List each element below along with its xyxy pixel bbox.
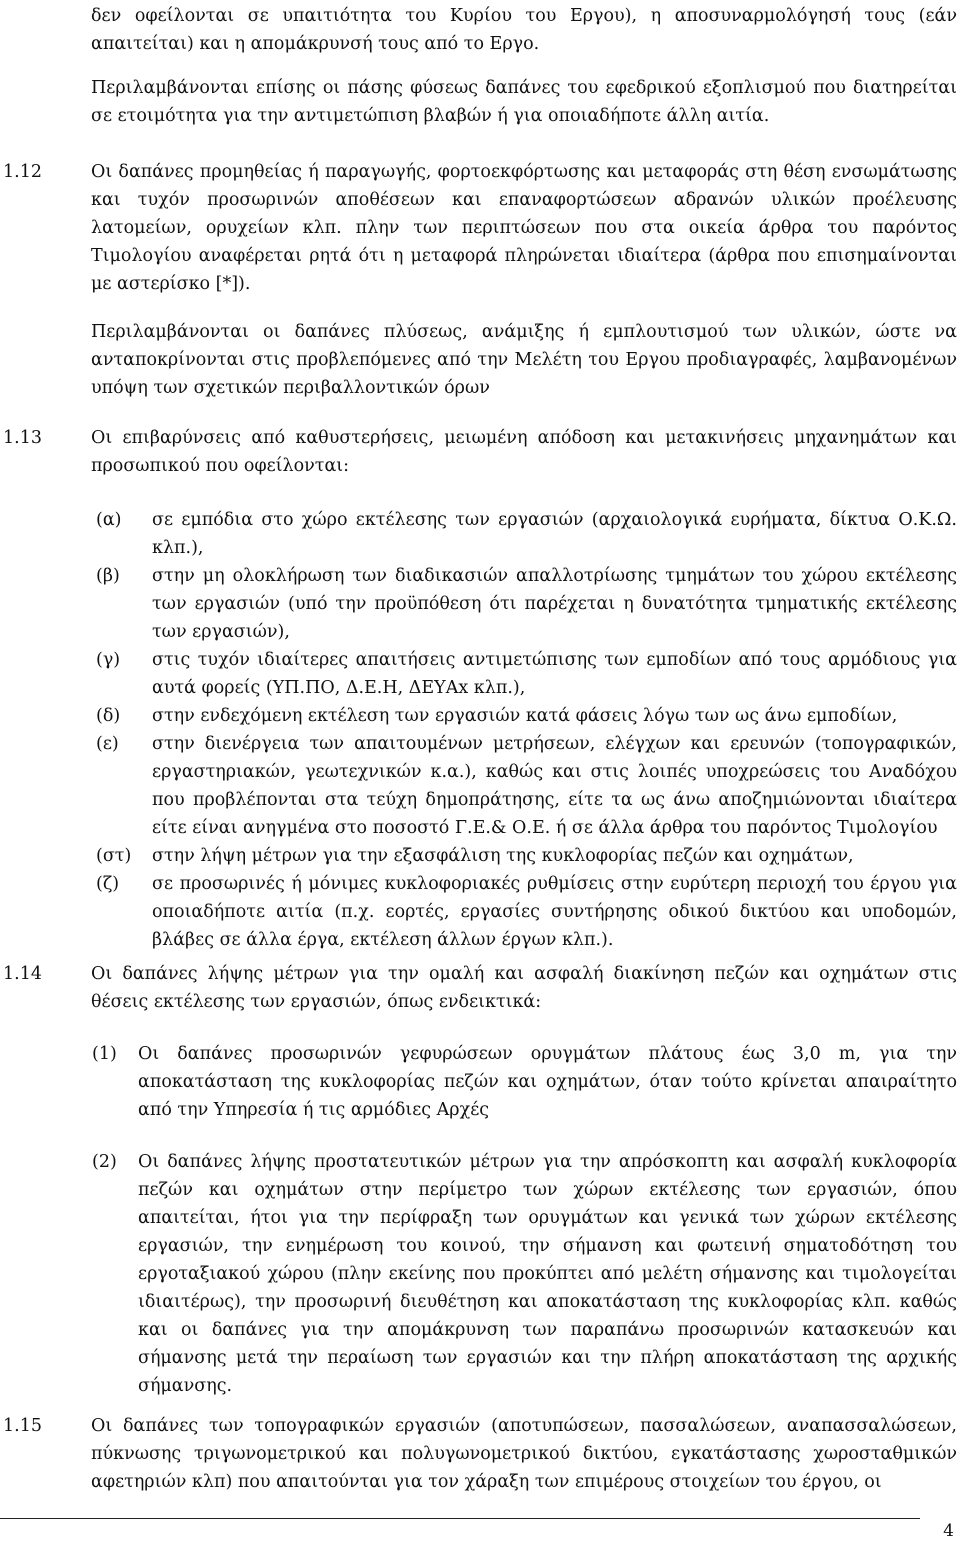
list-item-label: (α): [96, 510, 122, 530]
section-number-1-12: 1.12: [3, 162, 42, 182]
list-item-text: στην ενδεχόμενη εκτέλεση των εργασιών κατά φάσεις λόγω των ως άνω εμποδίων,: [152, 706, 898, 726]
section-1-12-paragraph-2: Περιλαμβάνονται οι δαπάνες πλύσεως, ανάμιξης ή εμπλουτισμού των υλικών, ώστε να ανταποκρίνονται στις προβλεπόμενες από την Μελέτη του Εργου προδιαγραφές, λαμβανομένων υπόψη των σχετικών περιβαλλοντικών όρων: [91, 322, 957, 398]
section-1-14-intro: Οι δαπάνες λήψης μέτρων για την ομαλή και ασφαλή διακίνηση πεζών και οχημάτων στις θέσεις εκτέλεσης των εργασιών, όπως ενδεικτικά:: [91, 964, 957, 1012]
numbered-item-label: (2): [92, 1152, 117, 1172]
page-number: 4: [943, 1521, 954, 1541]
section-1-13-intro: Οι επιβαρύνσεις από καθυστερήσεις, μειωμένη απόδοση και μετακινήσεις μηχανημάτων και προσωπικού που οφείλονται:: [91, 428, 957, 476]
list-item: [91, 702, 957, 730]
footer-divider: [0, 1518, 920, 1519]
list-item-label: (στ): [96, 846, 132, 866]
numbered-item: [91, 1040, 957, 1124]
list-item: [91, 506, 957, 562]
numbered-item-label: (1): [92, 1044, 117, 1064]
section-number-1-14: 1.14: [3, 964, 42, 984]
section-number-1-15: 1.15: [3, 1416, 42, 1436]
list-item-label: (ζ): [96, 874, 120, 894]
list-item-text: στην μη ολοκλήρωση των διαδικασιών απαλλοτρίωσης τμημάτων του χώρου εκτέλεσης των εργασιών (υπό την προϋπόθεση ότι παρέχεται η δυνατότητα τμηματικής εκτέλεσης των εργασιών),: [152, 566, 957, 642]
list-item-label: (δ): [96, 706, 121, 726]
intro-paragraph-2: Περιλαμβάνονται επίσης οι πάσης φύσεως δαπάνες του εφεδρικού εξοπλισμού που διατηρείται σε ετοιμότητα για την αντιμετώπιση βλαβών ή για οποιαδήποτε άλλη αιτία.: [91, 78, 957, 126]
list-item-text: στην διενέργεια των απαιτουμένων μετρήσεων, ελέγχων και ερευνών (τοπογραφικών, εργαστηριακών, γεωτεχνικών κ.α.), καθώς και στις λοιπές υποχρεώσεις του Αναδόχου που προβλέπονται στα τεύχη δημοπράτησης, είτε τα ως άνω αποζημιώνονται ιδιαίτερα είτε είναι ανηγμένα στο ποσοστό Γ.Ε.& Ο.Ε. ή σε άλλα άρθρα του παρόντος Τιμολογίου: [152, 734, 957, 838]
numbered-item-text: Οι δαπάνες λήψης προστατευτικών μέτρων για την απρόσκοπτη και ασφαλή κυκλοφορία πεζών και οχημάτων στην περίμετρο των χώρων εκτέλεσης των εργασιών, όπου απαιτείται, ήτοι για την περίφραξη των ορυγμάτων και γενικά των χώρων εκτέλεσης εργασιών, την ενημέρωση του κοινού, την σήμανση και φωτεινή σηματοδότηση του εργοταξιακού χώρου (πλην εκείνης που προκύπτει από μελέτη σήμανσης και τιμολογείται ιδιαιτέρως), την προσωρινή διευθέτηση και αποκατάσταση της κυκλοφορίας κλπ. καθώς και οι δαπάνες για την απομάκρυνση των παραπάνω προσωρινών κατασκευών και σήμανσης μετά την περαίωση των εργασιών και την πλήρη αποκατάσταση της αρχικής σήμανσης.: [138, 1152, 957, 1396]
section-1-12-paragraph-1: Οι δαπάνες προμηθείας ή παραγωγής, φορτοεκφόρτωσης και μεταφοράς στη θέση ενσωμάτωσης και τυχόν προσωρινών αποθέσεων και επαναφορτώσεων αδρανών υλικών προέλευσης λατομείων, ορυχείων κλπ. πλην των περιπτώσεων που στα οικεία άρθρα του παρόντος Τιμολογίου αναφέρεται ρητά ότι η μεταφορά πληρώνεται ιδιαίτερα (άρθρα που επισημαίνονται με αστερίσκο [*]).: [91, 162, 957, 294]
section-number-1-13: 1.13: [3, 428, 42, 448]
list-item-text: σε προσωρινές ή μόνιμες κυκλοφοριακές ρυθμίσεις στην ευρύτερη περιοχή του έργου για οποιαδήποτε αιτία (π.χ. εορτές, εργασίες συντήρησης οδικού δικτύου και υποδομών, βλάβες σε άλλα έργα, εκτέλεση άλλων έργων κλπ.).: [152, 874, 957, 950]
list-item: [91, 562, 957, 646]
list-item: [91, 730, 957, 842]
list-item-text: στις τυχόν ιδιαίτερες απαιτήσεις αντιμετώπισης των εμποδίων από τους αρμόδιους για αυτά φορείς (ΥΠ.ΠΟ, Δ.Ε.Η, ΔΕΥΑx κλπ.),: [152, 650, 957, 698]
list-item: [91, 870, 957, 954]
numbered-item-text: Οι δαπάνες προσωρινών γεφυρώσεων ορυγμάτων πλάτους έως 3,0 m, για την αποκατάσταση της κυκλοφορίας πεζών και οχημάτων, όταν τούτο κρίνεται απαιραίτητο από την Υπηρεσία ή τις αρμόδιες Αρχές: [138, 1044, 957, 1120]
section-1-15-paragraph-1: Οι δαπάνες των τοπογραφικών εργασιών (αποτυπώσεων, πασσαλώσεων, αναπασσαλώσεων, πύκνωσης τριγωνομετρικού και πολυγωνομετρικού δικτύου, εγκατάστασης χωροσταθμικών αφετηριών κλπ) που απαιτούνται για τον χάραξη των επιμέρους στοιχείων του έργου, οι: [91, 1416, 957, 1492]
list-item-label: (γ): [96, 650, 121, 670]
list-item: [91, 842, 957, 870]
numbered-item: [91, 1148, 957, 1400]
list-item-text: σε εμπόδια στο χώρο εκτέλεσης των εργασιών (αρχαιολογικά ευρήματα, δίκτυα Ο.Κ.Ω. κλπ.),: [152, 510, 957, 558]
list-item-label: (β): [96, 566, 120, 586]
list-item-label: (ε): [96, 734, 119, 754]
intro-paragraph-1: δεν οφείλονται σε υπαιτιότητα του Κυρίου του Εργου), η αποσυναρμολόγησή τους (εάν απαιτείται) και η απομάκρυνσή τους από το Εργο.: [91, 6, 957, 54]
list-item: [91, 646, 957, 702]
section-1-13-list: [91, 506, 957, 954]
list-item-text: στην λήψη μέτρων για την εξασφάλιση της κυκλοφορίας πεζών και οχημάτων,: [152, 846, 854, 866]
